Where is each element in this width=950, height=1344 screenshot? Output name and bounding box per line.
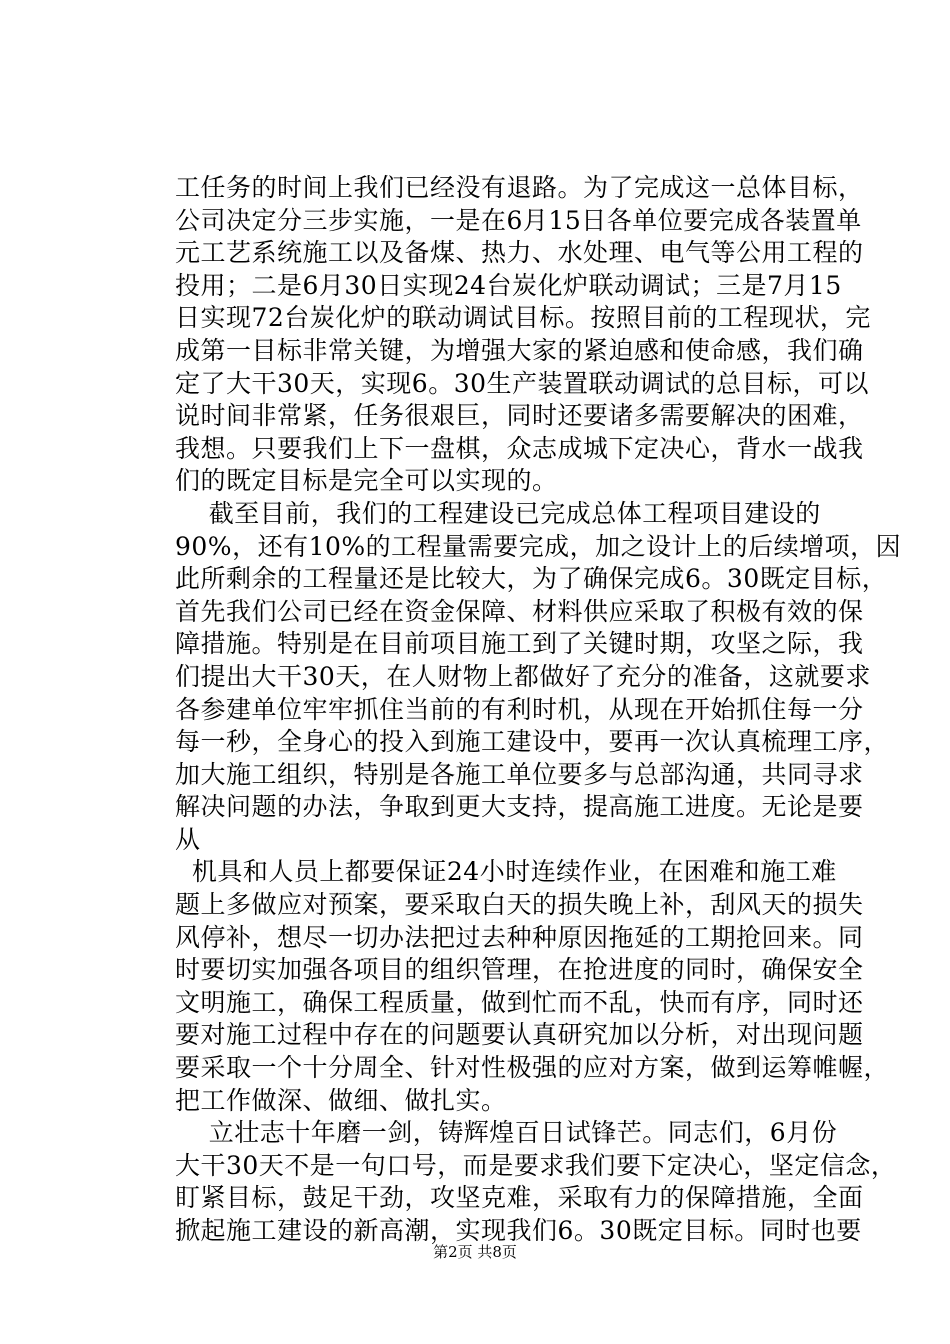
text-line: 掀起施工建设的新高潮，实现我们6。30既定目标。同时也要 xyxy=(175,1216,862,1245)
text-line: 立壮志十年磨一剑，铸辉煌百日试锋芒。同志们，6月份 xyxy=(175,1118,838,1148)
text-line: 机具和人员上都要保证24小时连续作业，在困难和施工难 xyxy=(175,857,837,887)
text-line: 题上多做应对预案，要采取白天的损失晚上补，刮风天的损失 xyxy=(175,890,864,920)
text-line: 从 xyxy=(175,824,201,854)
text-line: 文明施工，确保工程质量，做到忙而不乱，快而有序，同时还 xyxy=(175,987,864,1017)
text-line: 们提出大干30天，在人财物上都做好了充分的准备，这就要求 xyxy=(175,661,871,691)
text-line: 公司决定分三步实施，一是在6月15日各单位要完成各装置单 xyxy=(175,205,862,235)
text-line: 我想。只要我们上下一盘棋，众志成城下定决心，背水一战我 xyxy=(175,433,864,463)
text-line: 时要切实加强各项目的组织管理，在抢进度的同时，确保安全 xyxy=(175,955,864,985)
text-line: 此所剩余的工程量还是比较大，为了确保完成6。30既定目标， xyxy=(175,564,888,594)
text-line: 把工作做深、做细、做扎实。 xyxy=(175,1085,507,1115)
text-line: 解决问题的办法，争取到更大支持，提高施工进度。无论是要 xyxy=(175,792,864,822)
text-line: 风停补，想尽一切办法把过去种种原因拖延的工期抢回来。同 xyxy=(175,922,864,952)
text-line: 大干30天不是一句口号，而是要求我们要下定决心，坚定信念， xyxy=(175,1150,897,1180)
text-line: 截至目前，我们的工程建设已完成总体工程项目建设的 xyxy=(175,498,821,528)
text-line: 投用；二是6月30日实现24台炭化炉联动调试；三是7月15 xyxy=(175,270,842,300)
text-line: 元工艺系统施工以及备煤、热力、水处理、电气等公用工程的 xyxy=(175,238,864,268)
text-line: 各参建单位牢牢抓住当前的有利时机，从现在开始抓住每一分 xyxy=(175,694,864,724)
text-line: 障措施。特别是在目前项目施工到了关键时期，攻坚之际，我 xyxy=(175,629,864,659)
text-line: 要采取一个十分周全、针对性极强的应对方案，做到运筹帷幄， xyxy=(175,1053,890,1083)
text-line: 日实现72台炭化炉的联动调试目标。按照目前的工程现状，完 xyxy=(175,303,871,333)
text-line: 说时间非常紧，任务很艰巨，同时还要诸多需要解决的困难， xyxy=(175,401,864,431)
page-footer: 第2页 共8页 xyxy=(433,1243,517,1261)
text-line: 盯紧目标，鼓足干劲，攻坚克难，采取有力的保障措施，全面 xyxy=(175,1183,864,1213)
text-line: 90%，还有10%的工程量需要完成，加之设计上的后续增项，因 xyxy=(175,531,902,561)
text-line: 每一秒，全身心的投入到施工建设中，要再一次认真梳理工序， xyxy=(175,727,890,757)
text-line: 要对施工过程中存在的问题要认真研究加以分析，对出现问题 xyxy=(175,1020,864,1050)
text-line: 定了大干30天，实现6。30生产装置联动调试的总目标，可以 xyxy=(175,368,870,398)
text-line: 首先我们公司已经在资金保障、材料供应采取了积极有效的保 xyxy=(175,596,864,626)
text-line: 们的既定目标是完全可以实现的。 xyxy=(175,466,558,496)
text-line: 工任务的时间上我们已经没有退路。为了完成这一总体目标， xyxy=(175,173,864,202)
text-line: 加大施工组织，特别是各施工单位要多与总部沟通，共同寻求 xyxy=(175,759,864,789)
text-line: 成第一目标非常关键，为增强大家的紧迫感和使命感，我们确 xyxy=(175,335,864,365)
document-body xyxy=(175,172,902,1248)
